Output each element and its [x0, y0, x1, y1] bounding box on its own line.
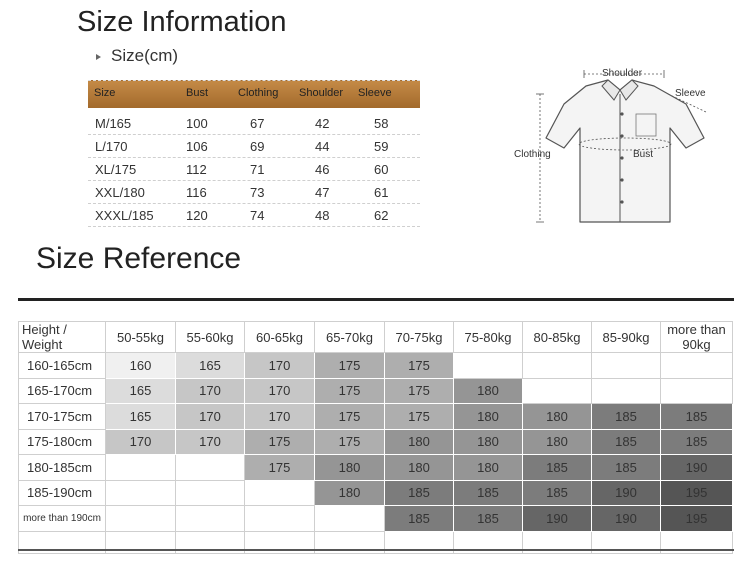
height-label: 175-180cm — [19, 429, 106, 455]
size-cell: 190 — [661, 455, 733, 481]
size-cell: 170 — [245, 404, 315, 430]
size-row — [88, 112, 420, 135]
size-cell: 185 — [592, 404, 661, 430]
weight-header: 60-65kg — [245, 322, 315, 353]
size-cell: 46 — [315, 162, 330, 177]
weight-header: more than 90kg — [661, 322, 733, 353]
size-cell: L/170 — [95, 139, 128, 154]
size-cell: 195 — [661, 506, 733, 532]
sleeve-label: Sleeve — [675, 88, 706, 99]
size-cell: 165 — [106, 404, 176, 430]
size-cell: 175 — [315, 378, 385, 404]
size-cell — [661, 353, 733, 379]
size-cell: 185 — [523, 480, 592, 506]
size-cell — [523, 378, 592, 404]
size-cell: 175 — [315, 353, 385, 379]
size-cell: 59 — [374, 139, 389, 154]
size-table-body — [88, 108, 420, 227]
size-cell: 175 — [385, 353, 454, 379]
bottom-divider — [18, 549, 734, 551]
size-reference-grid — [18, 321, 733, 554]
shoulder-label: Shoulder — [602, 68, 643, 79]
size-cell: 190 — [523, 506, 592, 532]
size-cell: 170 — [245, 353, 315, 379]
size-cell: 116 — [186, 185, 207, 200]
size-cell: 106 — [186, 139, 208, 154]
grid-row — [19, 506, 733, 532]
size-row — [88, 135, 420, 158]
size-cell — [315, 506, 385, 532]
size-subtitle-text: Size(cm) — [111, 46, 179, 65]
size-cell: 175 — [385, 378, 454, 404]
size-cell — [106, 480, 176, 506]
grid-row — [19, 455, 733, 481]
size-cell: 180 — [523, 404, 592, 430]
size-cell: 160 — [106, 353, 176, 379]
weight-header: 55-60kg — [176, 322, 245, 353]
size-cell: M/165 — [95, 116, 132, 131]
height-label: 160-165cm — [19, 353, 106, 379]
size-row — [88, 204, 420, 227]
size-cell — [176, 506, 245, 532]
size-cell: 180 — [315, 480, 385, 506]
size-cell: 62 — [374, 208, 389, 223]
size-subtitle — [96, 46, 178, 66]
size-information-title: Size Information — [77, 6, 287, 38]
size-cell — [661, 378, 733, 404]
size-cell: XXXL/185 — [95, 208, 154, 223]
grid-row — [19, 429, 733, 455]
size-header-bust: Bust — [186, 87, 209, 99]
size-cell: 165 — [176, 353, 245, 379]
size-information-table — [88, 80, 420, 227]
size-cell — [176, 455, 245, 481]
size-cell: 170 — [106, 429, 176, 455]
top-divider — [18, 298, 734, 301]
size-cell: 175 — [315, 429, 385, 455]
height-label: 170-175cm — [19, 404, 106, 430]
size-cell: 175 — [245, 429, 315, 455]
size-header-shoulder: Shoulder — [299, 87, 344, 99]
size-cell: 195 — [661, 480, 733, 506]
size-cell — [106, 506, 176, 532]
size-cell — [454, 353, 523, 379]
size-cell: 185 — [454, 506, 523, 532]
size-cell: 185 — [592, 429, 661, 455]
height-label: 185-190cm — [19, 480, 106, 506]
size-cell: 71 — [250, 162, 265, 177]
height-label: 180-185cm — [19, 455, 106, 481]
size-cell: 180 — [385, 455, 454, 481]
size-cell — [523, 353, 592, 379]
size-cell: 44 — [315, 139, 330, 154]
size-cell: 180 — [454, 455, 523, 481]
size-cell: 47 — [315, 185, 330, 200]
size-cell: 185 — [385, 480, 454, 506]
size-cell — [245, 506, 315, 532]
weight-header: 65-70kg — [315, 322, 385, 353]
size-row — [88, 181, 420, 204]
size-cell: 170 — [176, 378, 245, 404]
size-cell: 190 — [592, 506, 661, 532]
size-cell — [592, 378, 661, 404]
size-cell: 180 — [454, 404, 523, 430]
size-cell: 69 — [250, 139, 265, 154]
size-cell: 74 — [250, 208, 265, 223]
size-cell: 175 — [385, 404, 454, 430]
weight-header: 75-80kg — [454, 322, 523, 353]
size-cell: 58 — [374, 116, 389, 131]
weight-header: 50-55kg — [106, 322, 176, 353]
size-cell: 175 — [245, 455, 315, 481]
size-cell — [592, 353, 661, 379]
grid-row — [19, 378, 733, 404]
size-cell — [176, 480, 245, 506]
grid-row — [19, 353, 733, 379]
size-cell: 42 — [315, 116, 330, 131]
height-label: 165-170cm — [19, 378, 106, 404]
size-cell: 48 — [315, 208, 330, 223]
grid-corner-label: Height / Weight — [19, 322, 106, 353]
size-cell: 170 — [245, 378, 315, 404]
size-cell: 185 — [661, 404, 733, 430]
size-cell: 60 — [374, 162, 389, 177]
size-cell: 180 — [385, 429, 454, 455]
size-cell: 175 — [315, 404, 385, 430]
size-cell — [106, 455, 176, 481]
size-cell: 100 — [186, 116, 208, 131]
size-row — [88, 158, 420, 181]
grid-row — [19, 480, 733, 506]
size-cell: 185 — [454, 480, 523, 506]
size-cell: XL/175 — [95, 162, 137, 177]
size-cell: 180 — [523, 429, 592, 455]
shirt-diagram — [510, 64, 730, 234]
size-header-sleeve: Sleeve — [358, 87, 392, 99]
size-cell: 73 — [250, 185, 265, 200]
size-cell — [245, 480, 315, 506]
size-header-size: Size — [94, 87, 116, 99]
size-cell: 120 — [186, 208, 208, 223]
grid-row — [19, 404, 733, 430]
size-cell: 180 — [315, 455, 385, 481]
weight-header: 80-85kg — [523, 322, 592, 353]
clothing-label: Clothing — [514, 149, 551, 160]
size-cell: 180 — [454, 378, 523, 404]
triangle-bullet-icon — [96, 54, 101, 60]
size-cell: 185 — [592, 455, 661, 481]
size-cell: 112 — [186, 162, 207, 177]
size-cell: 185 — [523, 455, 592, 481]
size-table-header — [88, 80, 420, 108]
height-label: more than 190cm — [19, 506, 106, 532]
size-cell: 61 — [374, 185, 389, 200]
size-reference-title: Size Reference — [36, 242, 242, 275]
size-header-clothing: Clothing — [238, 87, 279, 99]
size-cell: 190 — [592, 480, 661, 506]
size-cell: 165 — [106, 378, 176, 404]
size-cell: 185 — [385, 506, 454, 532]
weight-header: 85-90kg — [592, 322, 661, 353]
size-cell: 67 — [250, 116, 265, 131]
size-cell: 170 — [176, 404, 245, 430]
weight-header: 70-75kg — [385, 322, 454, 353]
size-cell: XXL/180 — [95, 185, 145, 200]
size-cell: 185 — [661, 429, 733, 455]
size-cell: 180 — [454, 429, 523, 455]
size-cell: 170 — [176, 429, 245, 455]
bust-label: Bust — [633, 149, 654, 160]
grid-header-row — [19, 322, 733, 353]
